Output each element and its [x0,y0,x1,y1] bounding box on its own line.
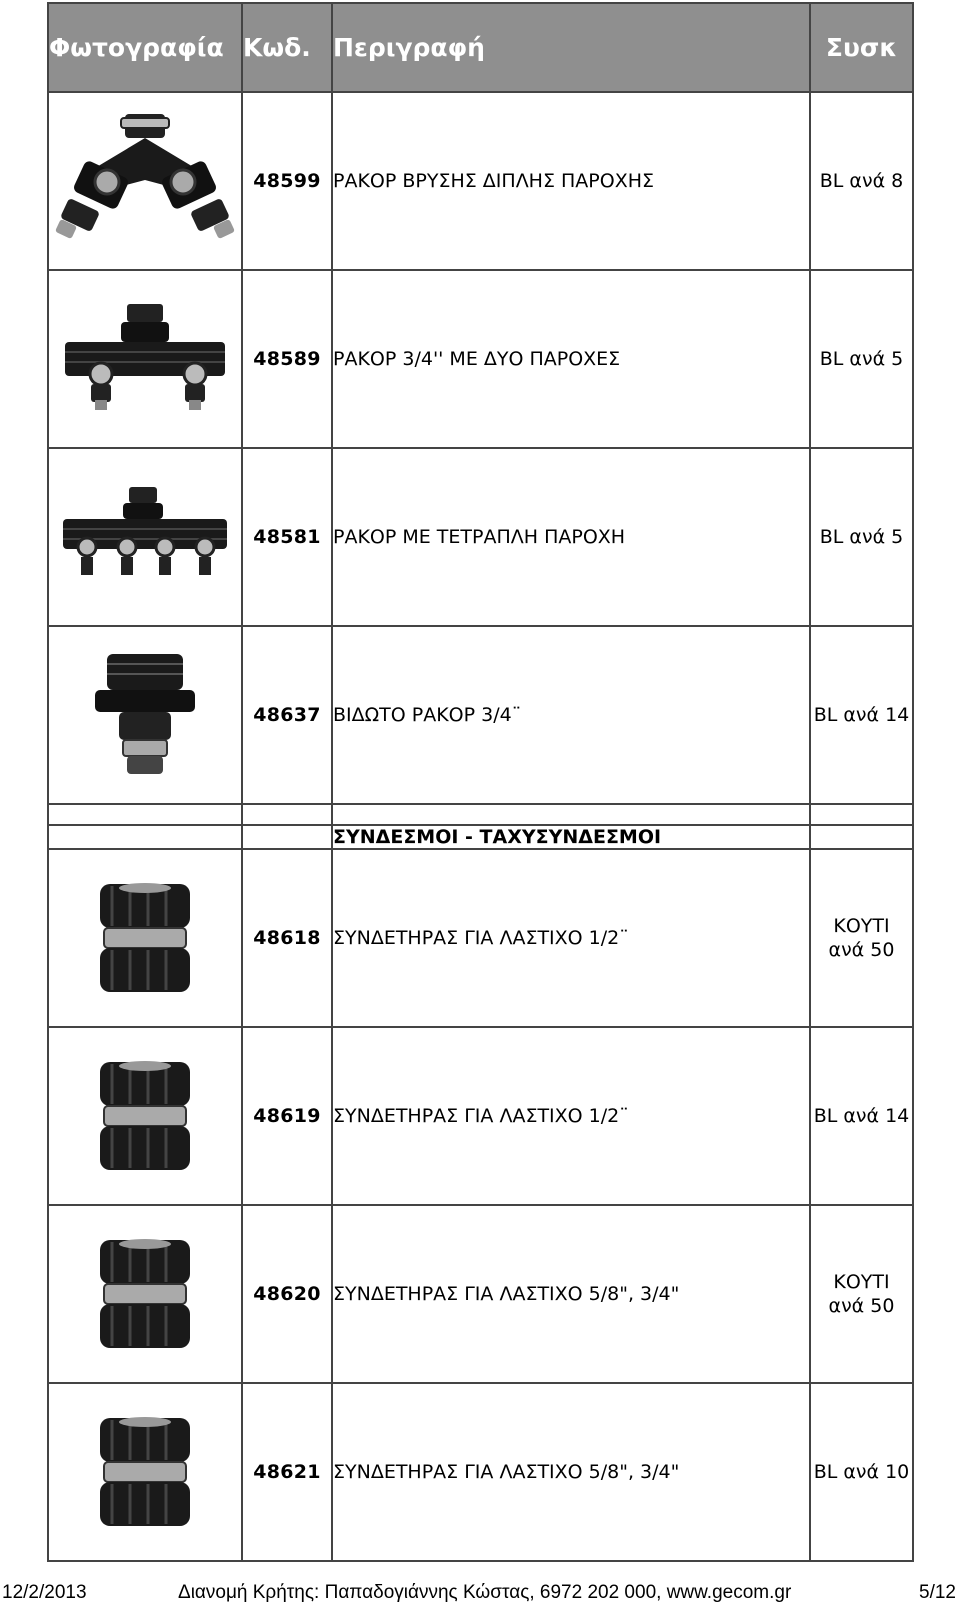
product-code: 48589 [242,270,332,448]
hose-repair-connector-icon [90,1056,200,1176]
pack-line: BL ανά 10 [813,1461,910,1483]
product-pack [810,448,913,626]
footer-page-number: 5/12 [919,1582,956,1603]
product-description: ΣΥΝΔΕΤΗΡΑΣ ΓΙΑ ΛΑΣΤΙΧΟ 1/2¨ [332,1027,810,1205]
product-photo [48,626,242,804]
footer-distributor: Διανομή Κρήτης: Παπαδογιάννης Κώστας, 6972 202 000, www.gecom.gr [178,1582,792,1603]
spacer-row [48,804,913,825]
header-description: Περιγραφή [332,3,810,92]
section-title: ΣΥΝΔΕΣΜΟΙ - ΤΑΧΥΣΥΝΔΕΣΜΟΙ [332,825,810,849]
table-row [48,1027,913,1205]
pack-line: BL ανά 14 [813,704,910,726]
pack-line: ΚΟΥΤΙ [833,1271,890,1293]
hose-repair-connector-icon [90,1234,200,1354]
section-row [48,825,913,849]
table-row [48,1383,913,1561]
hose-repair-connector-icon [90,1412,200,1532]
two-way-tap-connector-icon [55,106,235,256]
product-photo [48,1205,242,1383]
table-row [48,270,913,448]
threaded-tap-adapter-icon [85,650,205,780]
product-pack [810,1205,913,1383]
pack-line: BL ανά 5 [819,526,904,548]
product-pack [810,849,913,1027]
product-table [47,2,914,1562]
product-description: ΡΑΚΟΡ ΜΕ ΤΕΤΡΑΠΛΗ ΠΑΡΟΧΗ [332,448,810,626]
table-row [48,1205,913,1383]
pack-line: ανά 50 [828,1295,895,1317]
pack-line: BL ανά 5 [819,348,904,370]
footer-date: 12/2/2013 [2,1582,87,1603]
product-photo [48,1383,242,1561]
product-code: 48620 [242,1205,332,1383]
four-outlet-manifold-icon [55,487,235,587]
table-row [48,92,913,270]
product-description: ΣΥΝΔΕΤΗΡΑΣ ΓΙΑ ΛΑΣΤΙΧΟ 1/2¨ [332,849,810,1027]
product-photo [48,849,242,1027]
product-description: ΡΑΚΟΡ ΒΡΥΣΗΣ ΔΙΠΛΗΣ ΠΑΡΟΧΗΣ [332,92,810,270]
hose-repair-connector-icon [90,878,200,998]
product-description: ΒΙΔΩΤΟ ΡΑΚΟΡ 3/4¨ [332,626,810,804]
product-code: 48581 [242,448,332,626]
product-pack [810,1383,913,1561]
two-outlet-manifold-icon [55,304,235,414]
product-code: 48599 [242,92,332,270]
header-photo: Φωτογραφία [48,3,242,92]
table-header-row [48,3,913,92]
product-description: ΣΥΝΔΕΤΗΡΑΣ ΓΙΑ ΛΑΣΤΙΧΟ 5/8", 3/4" [332,1383,810,1561]
product-pack [810,270,913,448]
product-pack [810,626,913,804]
product-code: 48637 [242,626,332,804]
product-photo [48,448,242,626]
product-code: 48621 [242,1383,332,1561]
table-row [48,448,913,626]
product-photo [48,1027,242,1205]
product-photo [48,92,242,270]
pack-line: ΚΟΥΤΙ [833,915,890,937]
product-description: ΣΥΝΔΕΤΗΡΑΣ ΓΙΑ ΛΑΣΤΙΧΟ 5/8", 3/4" [332,1205,810,1383]
product-photo [48,270,242,448]
header-pack: Συσκ [810,3,913,92]
product-description: ΡΑΚΟΡ 3/4'' ΜΕ ΔΥΟ ΠΑΡΟΧΕΣ [332,270,810,448]
pack-line: ανά 50 [828,939,895,961]
table-row [48,626,913,804]
pack-line: BL ανά 14 [813,1105,910,1127]
product-pack [810,1027,913,1205]
pack-line: BL ανά 8 [819,170,904,192]
product-pack [810,92,913,270]
product-code: 48619 [242,1027,332,1205]
header-code: Κωδ. [242,3,332,92]
page-footer [0,1582,960,1606]
product-code: 48618 [242,849,332,1027]
table-row [48,849,913,1027]
